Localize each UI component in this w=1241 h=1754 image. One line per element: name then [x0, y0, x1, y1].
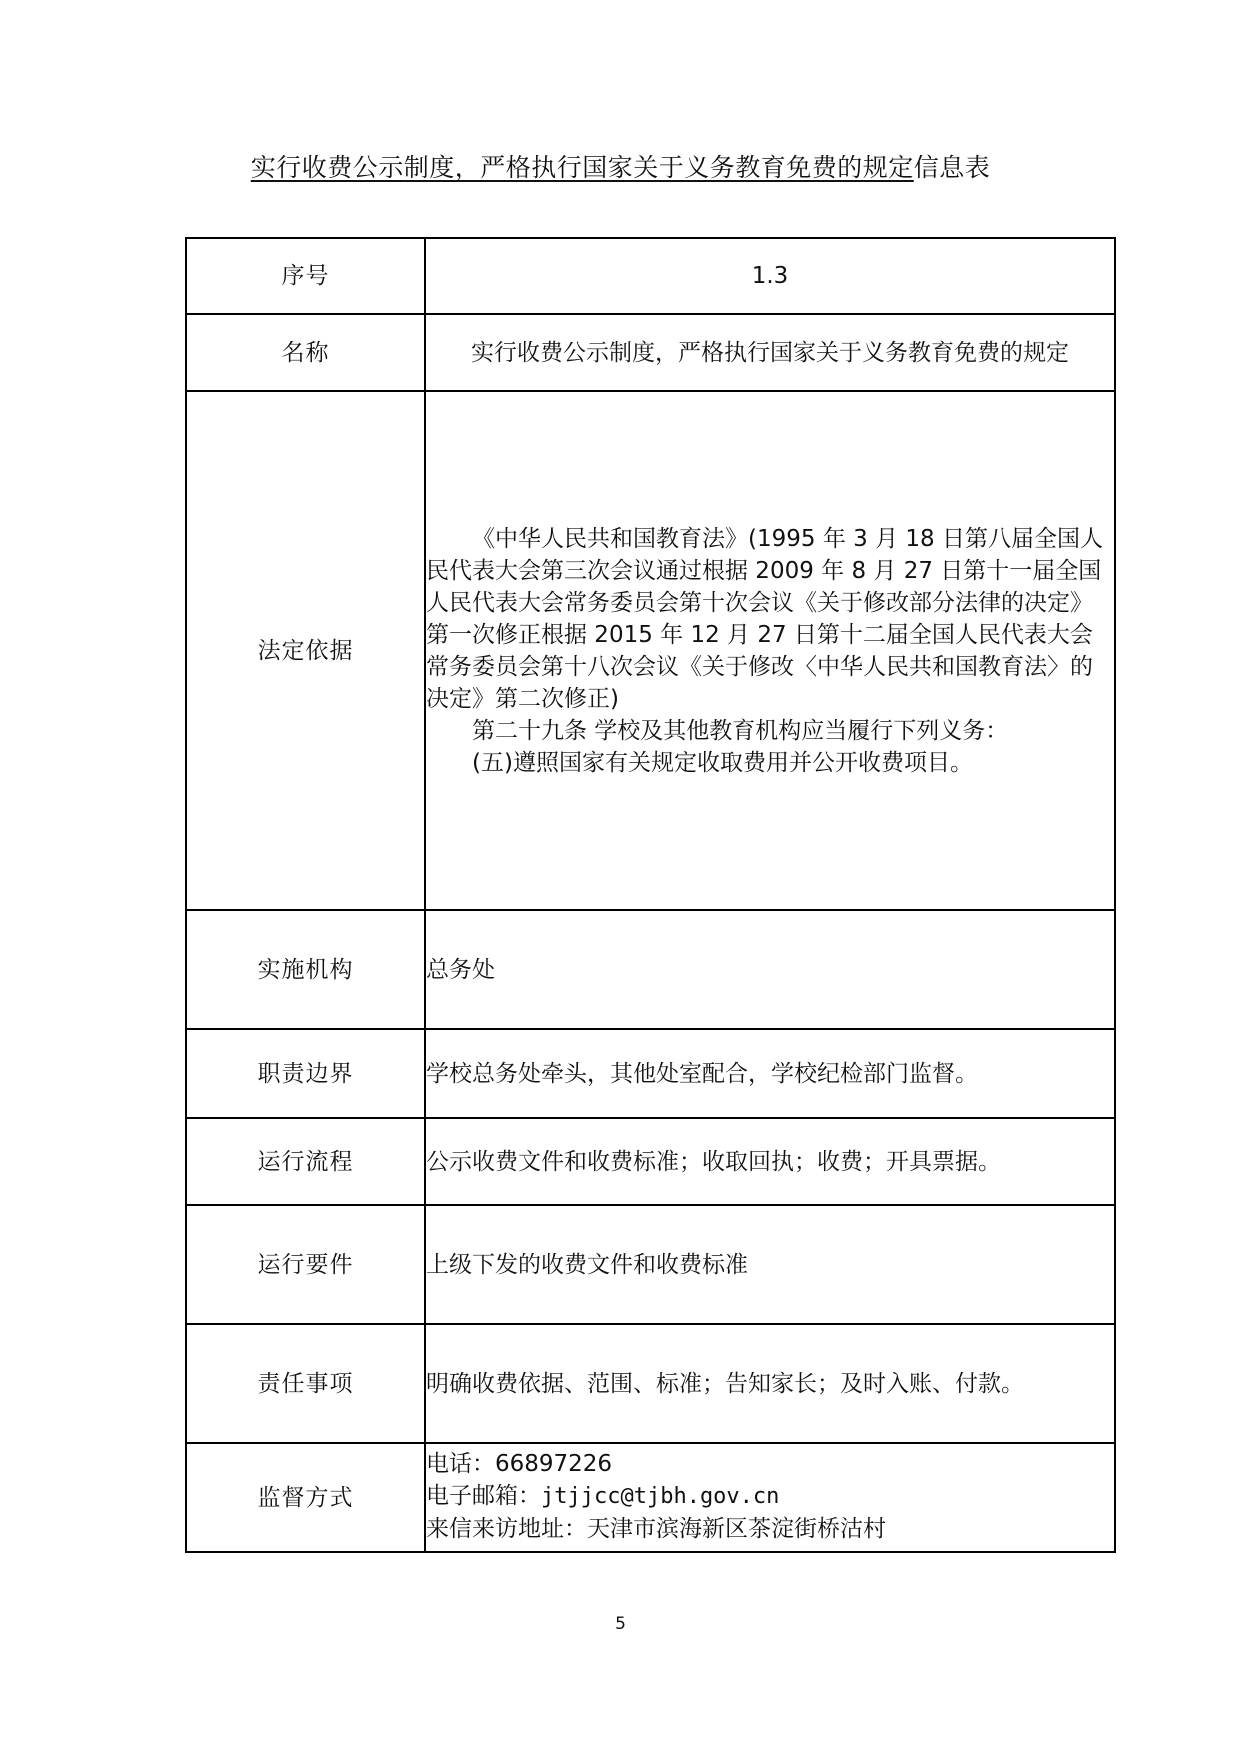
phone-number: 66897226: [495, 1451, 613, 1477]
title-underlined-part: 实行收费公示制度，严格执行国家关于义务教育免费的规定: [250, 153, 914, 182]
responsibilities-value: 明确收费依据、范围、标准；告知家长；及时入账、付款。: [425, 1324, 1115, 1443]
phone-line: [426, 1448, 1114, 1480]
email-line: [426, 1480, 1114, 1513]
row-label: 责任事项: [186, 1324, 425, 1443]
responsibility-boundary-value: 学校总务处牵头，其他处室配合，学校纪检部门监督。: [425, 1029, 1115, 1118]
email-address: jtjjcc@tjbh.gov.cn: [541, 1484, 780, 1509]
row-label: 实施机构: [186, 910, 425, 1029]
table-row-legal-basis: [186, 391, 1115, 910]
requirements-value: 上级下发的收费文件和收费标准: [425, 1205, 1115, 1324]
email-label: 电子邮箱：: [426, 1483, 541, 1509]
implementing-agency-value: 总务处: [425, 910, 1115, 1029]
address-value: 天津市滨海新区茶淀街桥沽村: [587, 1516, 886, 1542]
address-label: 来信来访地址：: [426, 1516, 587, 1542]
row-label: 运行要件: [186, 1205, 425, 1324]
document-title: [0, 148, 1241, 184]
row-label: 序号: [186, 238, 425, 314]
address-line: [426, 1513, 1114, 1545]
serial-number-value: 1.3: [425, 238, 1115, 314]
table-row-serial: [186, 238, 1115, 314]
row-label: 法定依据: [186, 391, 425, 910]
table-row-supervision: [186, 1443, 1115, 1552]
table-row-name: [186, 314, 1115, 391]
row-label: 职责边界: [186, 1029, 425, 1118]
legal-basis-paragraph: 《中华人民共和国教育法》(1995 年 3 月 18 日第八届全国人民代表大会第三次会议通过根据 2009 年 8 月 27 日第十一届全国人民代表大会常务委员会第十次会议《关于修改部分法律的决定》第一次修正根据 2015 年 12 月 27 日第十二届全国人民代表大会常务委员会第十八次会议《关于修改〈中华人民共和国教育法〉的决定》第二次修正): [426, 525, 1103, 712]
row-label: 名称: [186, 314, 425, 391]
legal-basis-value: [425, 391, 1115, 910]
supervision-value: [425, 1443, 1115, 1552]
table-row-responsibility-boundary: [186, 1029, 1115, 1118]
process-value: 公示收费文件和收费标准；收取回执；收费；开具票据。: [425, 1118, 1115, 1205]
page-number: 5: [615, 1614, 626, 1634]
legal-basis-article: 第二十九条 学校及其他教育机构应当履行下列义务：: [472, 717, 1009, 744]
info-table: [185, 237, 1116, 1553]
table-row-implementing-agency: [186, 910, 1115, 1029]
table-row-responsibilities: [186, 1324, 1115, 1443]
phone-label: 电话：: [426, 1451, 495, 1477]
table-row-requirements: [186, 1205, 1115, 1324]
name-value: 实行收费公示制度，严格执行国家关于义务教育免费的规定: [425, 314, 1115, 391]
title-suffix: 信息表: [913, 153, 991, 182]
row-label: 运行流程: [186, 1118, 425, 1205]
table-row-process: [186, 1118, 1115, 1205]
legal-basis-clause: (五)遵照国家有关规定收取费用并公开收费项目。: [472, 749, 973, 776]
row-label: 监督方式: [186, 1443, 425, 1552]
